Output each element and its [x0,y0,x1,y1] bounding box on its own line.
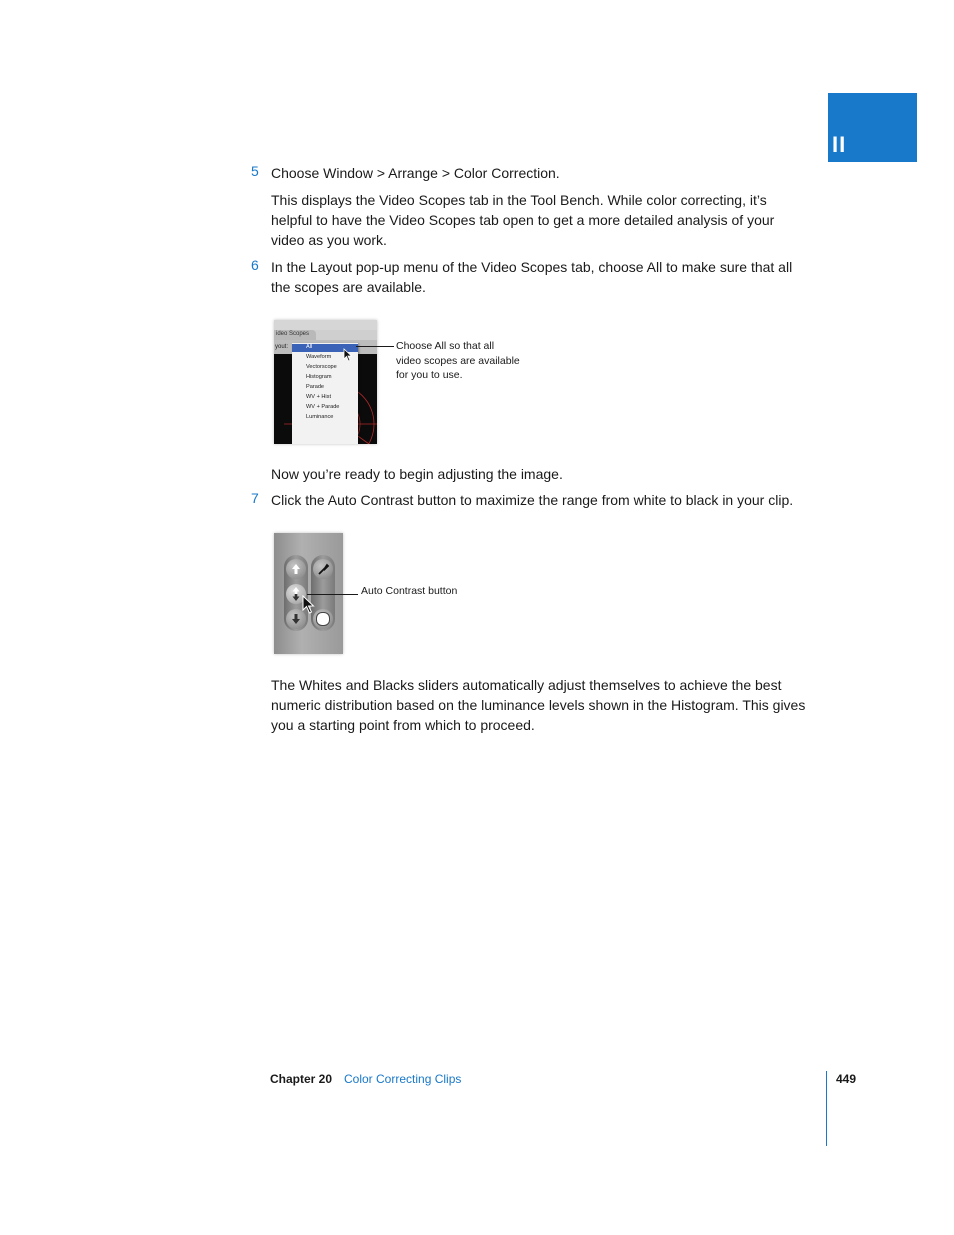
mouse-pointer-icon [302,595,316,615]
footer-divider [826,1071,827,1146]
window-title-bar [274,320,377,330]
balance-reset-button[interactable] [313,609,333,629]
callout-line-text: for you to use. [396,369,463,381]
eyedropper-button[interactable] [313,559,333,579]
sliders-paragraph [271,675,831,735]
text-line: you a starting point from which to proceed. [271,717,535,733]
step-5-text: Choose Window > Arrange > Color Correction. [271,165,560,181]
step-number-5: 5 [251,163,259,179]
step-5-explanation [271,190,831,250]
text-line: video as you work. [271,232,387,248]
callout-line-text: Choose All so that all [396,340,495,352]
callout-line-text: video scopes are available [396,354,520,367]
part-tab [828,93,917,162]
arrow-up-icon [286,559,306,579]
footer-chapter-title[interactable]: Color Correcting Clips [344,1072,462,1086]
ready-paragraph: Now you’re ready to begin adjusting the image. [271,466,563,482]
step-6-text [271,257,831,297]
text-line: The Whites and Blacks sliders automatically adjust themselves to achieve the best [271,677,782,693]
footer-chapter: Chapter 20 [270,1072,333,1086]
text-line: numeric distribution based on the luminance levels shown in the Histogram. This gives [271,697,806,713]
figure-1-callout [396,339,520,383]
text-line: In the Layout pop-up menu of the Video Scopes tab, choose All to make sure that all [271,259,793,275]
figure-2-callout: Auto Contrast button [361,585,458,597]
step-number-6: 6 [251,257,259,273]
video-scopes-screenshot [274,320,377,444]
menu-item-wv-parade[interactable]: WV + Parade [306,404,340,410]
menu-item-histogram[interactable]: Histogram [306,374,332,380]
menu-item-all[interactable]: All [306,344,313,350]
page-number: 449 [836,1072,857,1086]
step-number-7: 7 [251,490,259,506]
circle-icon [316,612,330,626]
menu-item-wv-hist[interactable]: WV + Hist [306,394,332,400]
part-tab-label: II [832,132,847,157]
callout-leader-line [356,346,394,347]
menu-item-vectorscope[interactable]: Vectorscope [306,364,337,370]
step-7-text: Click the Auto Contrast button to maximize the range from white to black in your clip. [271,492,794,508]
text-line: the scopes are available. [271,279,426,295]
eyedropper-icon [313,559,333,579]
select-auto-white-button[interactable] [286,559,306,579]
menu-item-waveform[interactable]: Waveform [306,354,332,360]
layout-label: yout: [275,344,289,350]
video-scopes-tab-label: ideo Scopes [276,331,310,337]
callout-leader-line [307,594,358,595]
text-line: helpful to have the Video Scopes tab open to get a more detailed analysis of your [271,212,775,228]
menu-item-parade[interactable]: Parade [306,384,325,390]
text-line: This displays the Video Scopes tab in the Tool Bench. While color correcting, it’s [271,192,767,208]
mouse-pointer-icon [343,348,353,362]
menu-item-luminance[interactable]: Luminance [306,414,334,420]
